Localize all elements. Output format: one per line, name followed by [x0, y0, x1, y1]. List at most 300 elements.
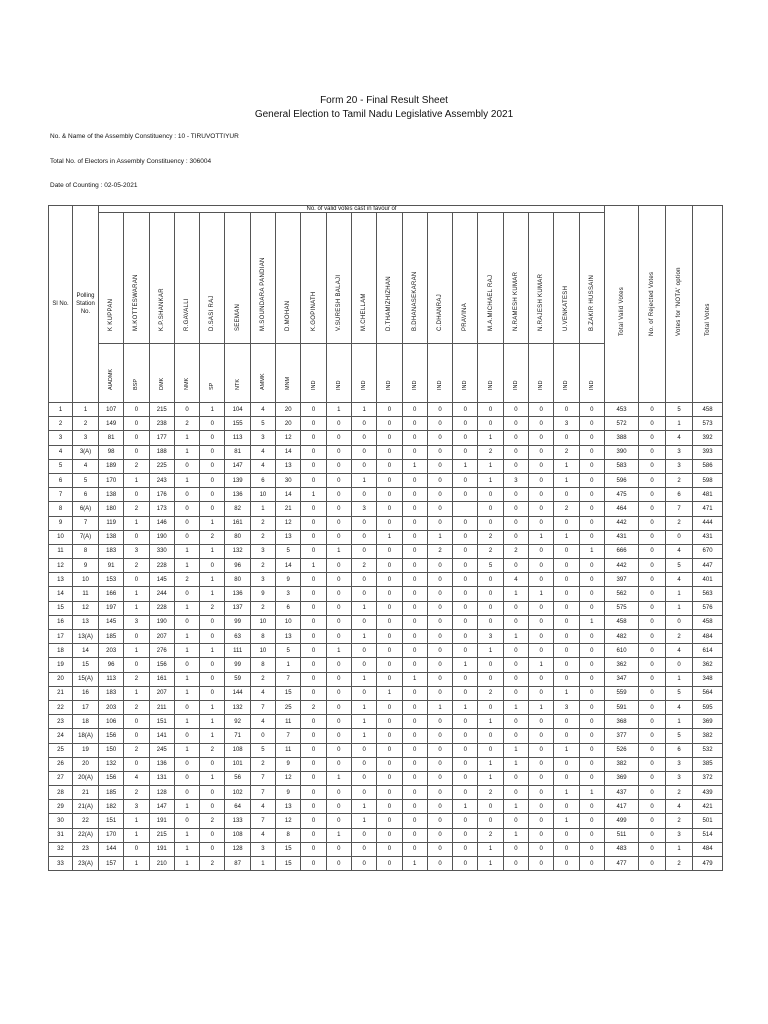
- table-cell: 0: [427, 672, 452, 686]
- table-cell: 0: [639, 771, 666, 785]
- table-cell: 0: [377, 672, 402, 686]
- table-cell: 0: [402, 530, 427, 544]
- table-cell: 0: [639, 644, 666, 658]
- table-cell: 211: [149, 700, 174, 714]
- table-cell: 0: [453, 771, 478, 785]
- table-cell: 481: [693, 488, 723, 502]
- table-cell: 1: [427, 530, 452, 544]
- table-cell: 128: [149, 786, 174, 800]
- table-cell: 2: [200, 814, 225, 828]
- table-cell: 13: [276, 459, 301, 473]
- table-cell: 442: [605, 559, 639, 573]
- table-cell: 7: [250, 700, 275, 714]
- table-cell: 147: [225, 459, 250, 473]
- table-cell: 0: [639, 587, 666, 601]
- table-cell: 0: [124, 431, 149, 445]
- table-cell: 0: [326, 729, 351, 743]
- table-cell: 0: [478, 672, 503, 686]
- table-cell: 0: [529, 743, 554, 757]
- table-cell: 392: [693, 431, 723, 445]
- table-cell: 21: [276, 502, 301, 516]
- table-cell: 0: [427, 857, 452, 871]
- table-cell: 5: [666, 729, 693, 743]
- table-cell: 81: [99, 431, 124, 445]
- table-cell: 2: [200, 743, 225, 757]
- table-cell: 439: [693, 786, 723, 800]
- table-cell: 0: [326, 800, 351, 814]
- table-cell: 161: [225, 516, 250, 530]
- table-cell: 0: [301, 743, 326, 757]
- table-cell: 3: [478, 630, 503, 644]
- table-cell: 1: [351, 814, 376, 828]
- table-cell: 0: [529, 488, 554, 502]
- table-cell: 0: [301, 857, 326, 871]
- table-cell: 0: [478, 417, 503, 431]
- table-cell: 0: [402, 686, 427, 700]
- table-cell: 0: [402, 488, 427, 502]
- candidate-party: AIADMK: [108, 368, 115, 390]
- table-cell: 0: [326, 601, 351, 615]
- table-cell: 33: [49, 857, 73, 871]
- table-cell: 0: [402, 601, 427, 615]
- table-cell: 1: [351, 403, 376, 417]
- table-cell: 0: [554, 800, 579, 814]
- table-cell: 1: [453, 700, 478, 714]
- table-cell: 29: [49, 800, 73, 814]
- table-cell: 1: [427, 700, 452, 714]
- table-cell: 0: [124, 757, 149, 771]
- table-cell: 458: [693, 615, 723, 629]
- table-cell: 0: [174, 658, 199, 672]
- table-cell: 0: [554, 630, 579, 644]
- table-cell: 0: [326, 658, 351, 672]
- table-cell: 0: [453, 672, 478, 686]
- table-cell: 0: [478, 700, 503, 714]
- table-cell: 153: [99, 573, 124, 587]
- table-cell: 7: [666, 502, 693, 516]
- table-cell: 0: [326, 686, 351, 700]
- table-cell: 0: [579, 644, 604, 658]
- table-cell: 0: [402, 842, 427, 856]
- table-cell: 0: [639, 459, 666, 473]
- table-cell: 0: [377, 842, 402, 856]
- table-cell: 0: [200, 630, 225, 644]
- table-cell: 0: [554, 403, 579, 417]
- table-cell: 1: [326, 828, 351, 842]
- table-cell: 1: [554, 686, 579, 700]
- table-cell: 0: [639, 615, 666, 629]
- table-cell: 0: [554, 516, 579, 530]
- table-cell: 0: [326, 814, 351, 828]
- table-cell: 0: [579, 729, 604, 743]
- candidate-party-header: [453, 344, 478, 403]
- table-cell: 10: [250, 488, 275, 502]
- table-cell: 0: [301, 814, 326, 828]
- table-row: [49, 715, 723, 729]
- table-cell: 8: [49, 502, 73, 516]
- table-cell: 0: [554, 644, 579, 658]
- table-cell: 0: [124, 658, 149, 672]
- table-cell: 0: [579, 473, 604, 487]
- table-cell: 170: [99, 473, 124, 487]
- table-cell: 0: [427, 488, 452, 502]
- table-cell: 0: [529, 431, 554, 445]
- table-cell: 437: [605, 786, 639, 800]
- table-cell: 188: [149, 445, 174, 459]
- table-row: [49, 615, 723, 629]
- table-cell: 1: [579, 615, 604, 629]
- table-cell: 347: [605, 672, 639, 686]
- table-cell: 111: [225, 644, 250, 658]
- table-cell: 156: [99, 771, 124, 785]
- table-cell: 80: [225, 530, 250, 544]
- table-cell: 1: [124, 601, 149, 615]
- table-cell: 1: [200, 516, 225, 530]
- table-row: [49, 403, 723, 417]
- table-cell: 2: [478, 530, 503, 544]
- candidate-party: IND: [588, 380, 595, 390]
- table-cell: 377: [605, 729, 639, 743]
- table-cell: 2: [124, 743, 149, 757]
- table-cell: 0: [529, 473, 554, 487]
- table-cell: 0: [124, 573, 149, 587]
- table-cell: 0: [453, 544, 478, 558]
- table-cell: 0: [402, 559, 427, 573]
- table-cell: 2: [666, 814, 693, 828]
- table-cell: 483: [605, 842, 639, 856]
- table-cell: 1: [478, 431, 503, 445]
- table-cell: 17: [73, 700, 99, 714]
- table-cell: 0: [402, 729, 427, 743]
- table-cell: 3: [49, 431, 73, 445]
- table-cell: 0: [200, 559, 225, 573]
- table-cell: 102: [225, 786, 250, 800]
- table-cell: 1: [579, 786, 604, 800]
- table-cell: 2: [478, 686, 503, 700]
- table-cell: 190: [149, 530, 174, 544]
- table-cell: 190: [149, 615, 174, 629]
- table-cell: 0: [200, 488, 225, 502]
- table-cell: 245: [149, 743, 174, 757]
- table-cell: 1: [351, 630, 376, 644]
- table-cell: 0: [478, 800, 503, 814]
- table-cell: 1: [529, 530, 554, 544]
- table-cell: 0: [579, 800, 604, 814]
- table-cell: 0: [301, 431, 326, 445]
- table-cell: 14: [49, 587, 73, 601]
- table-cell: 0: [503, 488, 528, 502]
- table-cell: 1: [174, 601, 199, 615]
- table-cell: 1: [200, 715, 225, 729]
- table-cell: 575: [605, 601, 639, 615]
- table-cell: 0: [529, 644, 554, 658]
- table-cell: 2: [124, 459, 149, 473]
- table-cell: 0: [174, 516, 199, 530]
- table-cell: 4: [124, 771, 149, 785]
- table-cell: 586: [693, 459, 723, 473]
- table-cell: 5: [666, 559, 693, 573]
- table-cell: 0: [124, 715, 149, 729]
- table-cell: 0: [579, 488, 604, 502]
- table-cell: 0: [579, 672, 604, 686]
- table-cell: 0: [579, 502, 604, 516]
- table-cell: 0: [503, 729, 528, 743]
- table-cell: 99: [225, 615, 250, 629]
- table-cell: 0: [529, 729, 554, 743]
- table-cell: 15: [276, 842, 301, 856]
- table-cell: 22(A): [73, 828, 99, 842]
- table-cell: 1: [250, 502, 275, 516]
- table-cell: 238: [149, 417, 174, 431]
- table-cell: 444: [693, 516, 723, 530]
- total-valid-header: [605, 206, 639, 403]
- table-cell: 56: [225, 771, 250, 785]
- candidate-name-header: [554, 213, 579, 344]
- table-row: [49, 417, 723, 431]
- candidate-name-header: [579, 213, 604, 344]
- table-cell: 0: [453, 644, 478, 658]
- table-cell: 1: [503, 828, 528, 842]
- table-cell: 0: [639, 814, 666, 828]
- table-cell: 6: [666, 743, 693, 757]
- table-cell: 0: [666, 615, 693, 629]
- table-cell: 447: [693, 559, 723, 573]
- candidate-party: IND: [310, 380, 317, 390]
- table-cell: 595: [693, 700, 723, 714]
- table-cell: 1: [503, 700, 528, 714]
- table-cell: 0: [453, 828, 478, 842]
- table-cell: 1: [174, 473, 199, 487]
- table-cell: 25: [49, 743, 73, 757]
- table-cell: 0: [301, 573, 326, 587]
- table-row: [49, 473, 723, 487]
- table-cell: 2: [174, 573, 199, 587]
- table-cell: 0: [554, 615, 579, 629]
- table-cell: 0: [200, 445, 225, 459]
- table-cell: 0: [529, 417, 554, 431]
- table-cell: 3: [554, 700, 579, 714]
- table-cell: 0: [326, 488, 351, 502]
- table-cell: 0: [301, 672, 326, 686]
- total-votes-header-label: Total Votes: [704, 303, 711, 336]
- table-cell: 1: [579, 544, 604, 558]
- table-cell: 0: [377, 700, 402, 714]
- table-cell: 0: [529, 403, 554, 417]
- table-cell: 3: [124, 800, 149, 814]
- table-cell: 0: [427, 842, 452, 856]
- table-cell: 8: [276, 828, 301, 842]
- table-cell: 0: [351, 417, 376, 431]
- table-cell: 0: [639, 573, 666, 587]
- table-cell: 0: [427, 771, 452, 785]
- table-cell: [453, 502, 478, 516]
- table-cell: 0: [427, 729, 452, 743]
- candidate-party: IND: [563, 380, 570, 390]
- table-cell: 147: [149, 800, 174, 814]
- table-cell: 0: [377, 729, 402, 743]
- table-cell: 1: [174, 686, 199, 700]
- table-cell: 1: [453, 800, 478, 814]
- table-cell: 1: [124, 686, 149, 700]
- candidate-party-header: [478, 344, 503, 403]
- table-cell: 1: [402, 459, 427, 473]
- table-cell: 0: [301, 403, 326, 417]
- table-cell: 0: [326, 516, 351, 530]
- table-cell: 362: [693, 658, 723, 672]
- table-cell: 453: [605, 403, 639, 417]
- table-row: [49, 743, 723, 757]
- table-cell: 243: [149, 473, 174, 487]
- candidate-name-header: [529, 213, 554, 344]
- table-cell: 185: [99, 786, 124, 800]
- table-cell: 0: [427, 828, 452, 842]
- table-cell: 11: [73, 587, 99, 601]
- table-cell: 0: [301, 630, 326, 644]
- table-cell: 1: [377, 530, 402, 544]
- table-cell: 0: [250, 729, 275, 743]
- table-cell: 4: [250, 715, 275, 729]
- table-cell: 173: [149, 502, 174, 516]
- table-cell: 92: [225, 715, 250, 729]
- table-cell: 1: [478, 857, 503, 871]
- table-cell: 3: [250, 842, 275, 856]
- table-cell: 157: [99, 857, 124, 871]
- table-cell: 0: [377, 786, 402, 800]
- table-cell: 0: [402, 743, 427, 757]
- table-cell: 1: [326, 771, 351, 785]
- table-cell: 18: [73, 715, 99, 729]
- table-cell: 0: [377, 445, 402, 459]
- candidate-name-header: [99, 213, 124, 344]
- table-cell: 3: [124, 544, 149, 558]
- table-cell: 7: [49, 488, 73, 502]
- table-cell: 0: [639, 842, 666, 856]
- table-cell: 0: [579, 857, 604, 871]
- table-cell: 13(A): [73, 630, 99, 644]
- table-cell: 0: [503, 672, 528, 686]
- table-cell: 31: [49, 828, 73, 842]
- table-cell: 0: [639, 743, 666, 757]
- table-cell: 1: [200, 644, 225, 658]
- table-cell: 20(A): [73, 771, 99, 785]
- table-cell: 0: [453, 686, 478, 700]
- table-cell: 0: [579, 403, 604, 417]
- table-cell: 0: [200, 672, 225, 686]
- table-cell: 0: [326, 757, 351, 771]
- table-cell: 149: [99, 417, 124, 431]
- table-cell: 0: [453, 615, 478, 629]
- counting-date-line: Date of Counting : 02-05-2021: [50, 182, 138, 189]
- table-cell: 2: [49, 417, 73, 431]
- table-cell: 1: [478, 473, 503, 487]
- table-cell: 0: [503, 431, 528, 445]
- table-cell: 22: [49, 700, 73, 714]
- table-cell: 0: [529, 814, 554, 828]
- table-cell: 514: [693, 828, 723, 842]
- table-cell: 393: [693, 445, 723, 459]
- table-cell: 0: [639, 700, 666, 714]
- table-cell: 5: [666, 403, 693, 417]
- table-cell: 108: [225, 743, 250, 757]
- table-cell: 0: [351, 786, 376, 800]
- table-cell: 464: [605, 502, 639, 516]
- table-cell: 0: [529, 544, 554, 558]
- candidate-party: IND: [411, 380, 418, 390]
- table-cell: 2: [200, 857, 225, 871]
- table-cell: 1: [200, 729, 225, 743]
- table-cell: 2: [124, 559, 149, 573]
- candidate-party-header: [529, 344, 554, 403]
- table-cell: 0: [453, 743, 478, 757]
- table-cell: 0: [377, 473, 402, 487]
- candidate-name-header: [427, 213, 452, 344]
- table-cell: 559: [605, 686, 639, 700]
- table-cell: 161: [149, 672, 174, 686]
- table-cell: 0: [453, 630, 478, 644]
- table-cell: 372: [693, 771, 723, 785]
- table-cell: 24: [49, 729, 73, 743]
- table-cell: 4: [250, 686, 275, 700]
- table-cell: 10: [250, 644, 275, 658]
- table-cell: 385: [693, 757, 723, 771]
- table-cell: 0: [554, 715, 579, 729]
- table-cell: 1: [351, 729, 376, 743]
- candidate-name-header: [478, 213, 503, 344]
- table-cell: 0: [453, 814, 478, 828]
- table-cell: 348: [693, 672, 723, 686]
- table-cell: 0: [301, 459, 326, 473]
- table-cell: 2: [250, 530, 275, 544]
- table-cell: 1: [174, 445, 199, 459]
- table-cell: 0: [351, 516, 376, 530]
- table-cell: 1: [529, 587, 554, 601]
- candidate-name-header: [250, 213, 275, 344]
- table-cell: 0: [174, 757, 199, 771]
- table-cell: 0: [639, 502, 666, 516]
- table-cell: 1: [554, 473, 579, 487]
- candidate-party-header: [124, 344, 149, 403]
- table-cell: 0: [478, 601, 503, 615]
- table-cell: 1: [351, 800, 376, 814]
- table-cell: 0: [124, 488, 149, 502]
- table-cell: 0: [427, 658, 452, 672]
- table-cell: 3: [666, 771, 693, 785]
- candidate-name: N.RAJESH KUMAR: [538, 273, 545, 331]
- table-cell: 145: [149, 573, 174, 587]
- table-cell: 0: [529, 800, 554, 814]
- table-cell: 25: [276, 700, 301, 714]
- table-cell: 0: [427, 502, 452, 516]
- table-cell: 0: [402, 445, 427, 459]
- candidate-party-header: [402, 344, 427, 403]
- table-cell: 0: [402, 573, 427, 587]
- table-cell: 431: [693, 530, 723, 544]
- candidate-party-header: [200, 344, 225, 403]
- table-row: [49, 729, 723, 743]
- candidate-party: BSP: [133, 378, 140, 390]
- table-cell: 0: [453, 488, 478, 502]
- table-cell: 0: [478, 729, 503, 743]
- table-cell: 0: [503, 601, 528, 615]
- table-cell: 12: [276, 431, 301, 445]
- table-cell: 397: [605, 573, 639, 587]
- table-cell: 207: [149, 630, 174, 644]
- table-cell: 1: [453, 459, 478, 473]
- table-cell: 207: [149, 686, 174, 700]
- table-cell: 471: [693, 502, 723, 516]
- table-row: [49, 630, 723, 644]
- table-cell: 0: [326, 842, 351, 856]
